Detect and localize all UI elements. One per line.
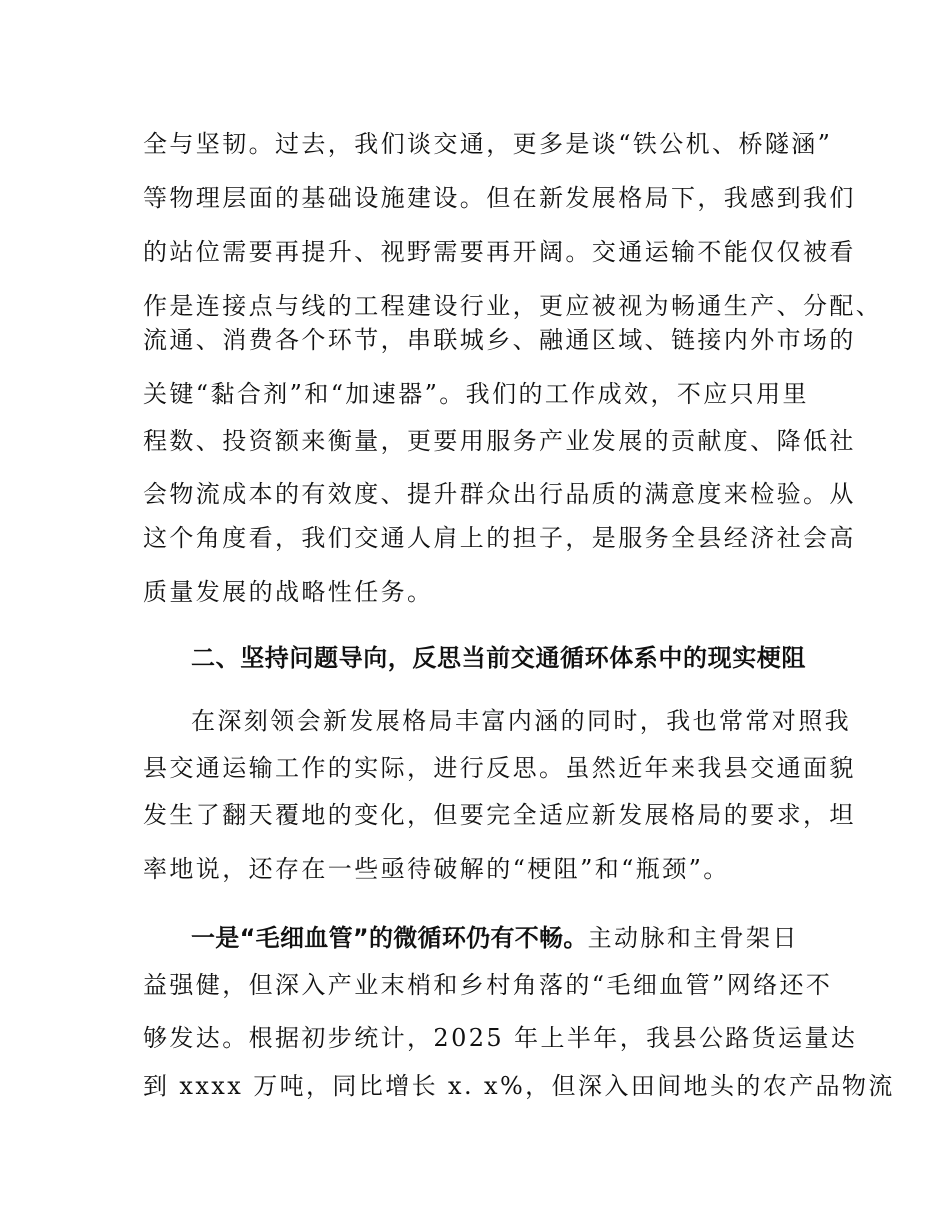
paragraph-line: 够发达。根据初步统计，2025 年上半年，我县公路货运量达	[143, 1024, 858, 1052]
paragraph-line: 程数、投资额来衡量，更要用服务产业发展的贡献度、降低社	[143, 427, 856, 455]
paragraph-line: 发生了翻天覆地的变化，但要完全适应新发展格局的要求，坦	[143, 801, 856, 829]
paragraph-line: 的站位需要再提升、视野需要再开阔。交通运输不能仅仅被看	[143, 238, 856, 266]
paragraph-line: 关键“黏合剂”和“加速器”。我们的工作成效，不应只用里	[143, 380, 809, 408]
paragraph-line: 等物理层面的基础设施建设。但在新发展格局下，我感到我们	[143, 184, 856, 212]
paragraph-line: 益强健，但深入产业末梢和乡村角落的“毛细血管”网络还不	[143, 971, 833, 999]
paragraph-line: 县交通运输工作的实际，进行反思。虽然近年来我县交通面貌	[143, 754, 856, 782]
section-heading: 二、坚持问题导向，反思当前交通循环体系中的现实梗阻	[191, 644, 806, 672]
paragraph-line-lead	[191, 923, 799, 953]
paragraph-line: 率地说，还存在一些亟待破解的“梗阻”和“瓶颈”。	[143, 855, 730, 883]
paragraph-line: 在深刻领会新发展格局丰富内涵的同时，我也常常对照我	[191, 707, 851, 735]
lead-continuation: 主动脉和主骨架日	[587, 924, 799, 952]
paragraph-line: 到 xxxx 万吨，同比增长 x. x%，但深入田间地头的农产品物流	[143, 1072, 895, 1100]
paragraph-line: 作是连接点与线的工程建设行业，更应被视为畅通生产、分配、	[143, 292, 883, 320]
paragraph-line: 流通、消费各个环节，串联城乡、融通区域、链接内外市场的	[143, 326, 856, 354]
paragraph-line: 全与坚韧。过去，我们谈交通，更多是谈“铁公机、桥隧涵”	[143, 130, 833, 158]
paragraph-line: 会物流成本的有效度、提升群众出行品质的满意度来检验。从	[143, 480, 856, 508]
paragraph-line: 这个角度看，我们交通人肩上的担子，是服务全县经济社会高	[143, 524, 856, 552]
paragraph-line: 质量发展的战略性任务。	[143, 578, 434, 606]
bold-lead-phrase: 一是“毛细血管”的微循环仍有不畅。	[191, 924, 588, 952]
